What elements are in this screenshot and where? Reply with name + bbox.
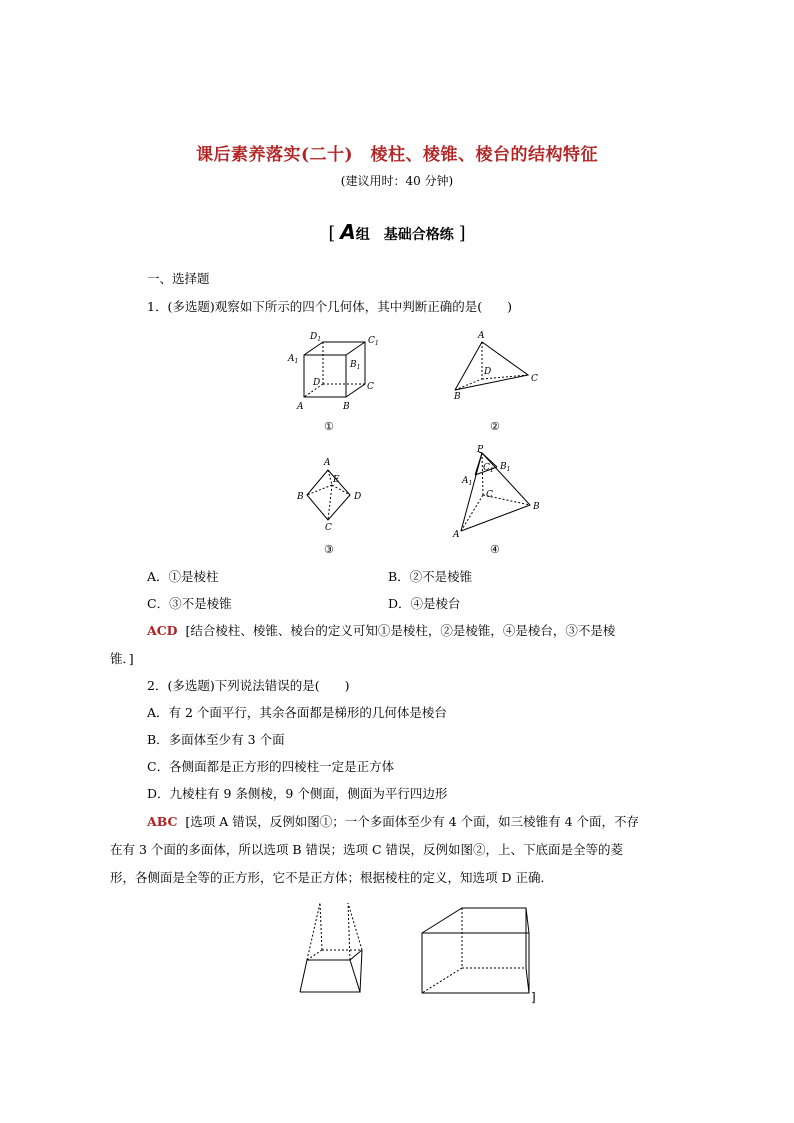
- figure-3-label: ③: [324, 543, 334, 556]
- group-letter: A: [340, 220, 356, 244]
- svg-text:D1: $D_1$: [310, 332, 322, 343]
- svg-text:C: C: [325, 523, 332, 533]
- svg-text:A1: $A_1$: [462, 476, 473, 487]
- q2-explanation-line3: 形，各侧面是全等的正方形，它不是正方体；根据棱柱的定义，知选项 D 正确．: [110, 870, 553, 885]
- q1-explanation: [147, 622, 615, 640]
- q1-answer: ACD: [147, 623, 178, 638]
- svg-text:C: C: [531, 374, 538, 384]
- q1-option-d: D．④是棱台: [388, 596, 461, 611]
- svg-text:C: C: [367, 382, 374, 392]
- q2-stem: 2．(多选题)下列说法错误的是( ): [147, 678, 350, 693]
- q1-option-c: C．③不是棱锥: [147, 596, 232, 611]
- q2-option-c: C．各侧面都是正方形的四棱柱一定是正方体: [147, 759, 395, 774]
- svg-text:C: C: [486, 490, 493, 500]
- figure-2-label: ②: [490, 420, 500, 433]
- svg-text:A: A: [453, 530, 460, 540]
- q2-figure-2: [422, 908, 529, 993]
- figure-1-label: ①: [324, 420, 334, 433]
- q2-figures: [290, 895, 550, 1010]
- q1-option-a: A．①是棱柱: [147, 569, 219, 584]
- q1-stem: 1．(多选题)观察如下所示的四个几何体，其中判断正确的是( ): [147, 299, 512, 314]
- svg-text:D: D: [313, 378, 321, 388]
- svg-text:P: P: [477, 445, 484, 455]
- svg-text:B: B: [454, 392, 461, 402]
- q2-explanation-line2: 在有 3 个面的多面体，所以选项 B 错误；选项 C 错误，反例如图②，上、下底面是全等的菱: [110, 842, 624, 857]
- page-subtitle: (建议用时：40 分钟): [340, 174, 454, 188]
- q1-explanation-line2: 锥．]: [110, 651, 134, 666]
- q1-explanation-line1: [结合棱柱、棱锥、棱台的定义可知①是棱柱，②是棱锥，④是棱台，③不是棱: [185, 623, 616, 638]
- svg-text:A: A: [324, 458, 331, 468]
- q2-explanation-line1: [选项 A 错误，反例如图①；一个多面体至少有 4 个面，如三棱锥有 4 个面，不存: [185, 814, 640, 829]
- svg-text:A: A: [297, 402, 304, 412]
- svg-text:B: B: [533, 502, 540, 512]
- section-heading: 一、选择题: [147, 271, 210, 286]
- svg-text:A1: $A_1$: [288, 354, 299, 365]
- figure-2-pyramid: [455, 342, 528, 390]
- svg-text:B: B: [297, 492, 304, 502]
- figure-4-frustum: [461, 452, 530, 531]
- svg-text:B1: $B_1$: [350, 360, 361, 371]
- q2-option-a: A．有 2 个面平行，其余各面都是梯形的几何体是棱台: [147, 705, 447, 720]
- q1-figures: [270, 325, 570, 560]
- q2-explanation: [147, 813, 639, 831]
- figure-4-label: ④: [490, 543, 500, 556]
- q2-answer: ABC: [147, 814, 178, 829]
- svg-text:D: D: [354, 492, 362, 502]
- q2-option-b: B．多面体至少有 3 个面: [147, 732, 285, 747]
- svg-text:B1: $B_1$: [500, 462, 511, 473]
- q2-close-bracket: ]: [531, 990, 536, 1004]
- svg-text:E: E: [333, 475, 340, 485]
- svg-text:D: D: [484, 367, 492, 377]
- svg-text:C1: $C_1$: [368, 336, 379, 347]
- svg-text:B: B: [343, 402, 350, 412]
- q1-option-b: B．②不是棱锥: [388, 569, 473, 584]
- svg-text:A: A: [478, 331, 485, 341]
- q2-option-d: D．九棱柱有 9 条侧棱，9 个侧面，侧面为平行四边形: [147, 786, 448, 801]
- page-title: 课后素养落实(二十) 棱柱、棱锥、棱台的结构特征: [195, 145, 599, 165]
- q2-figure-1: [300, 903, 362, 992]
- figure-3-diamond: [307, 470, 350, 520]
- group-heading: [ A组 基础合格练 ]: [328, 220, 466, 244]
- group-text: 组 基础合格练: [355, 227, 454, 243]
- svg-text:C1: $C_1$: [483, 463, 494, 474]
